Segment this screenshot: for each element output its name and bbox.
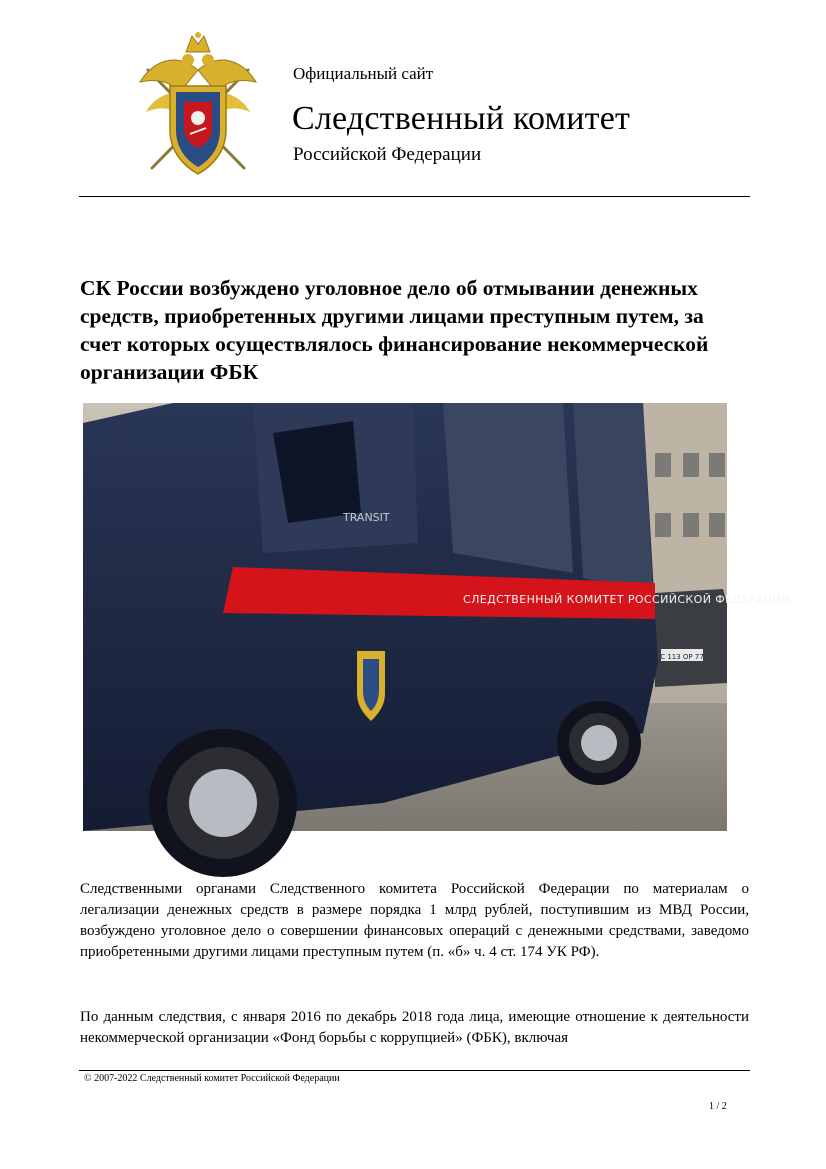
article-photo [83, 403, 790, 831]
article-paragraph: По данным следствия, с января 2016 по декабрь 2018 года лица, имеющие отношение к деятельности некоммерческой организации «Фонд борьбы с коррупцией» (ФБК), включая [80, 1009, 749, 1046]
sk-emblem-icon [136, 30, 260, 178]
site-title: Следственный комитет [292, 100, 631, 137]
footer-copyright: © 2007-2022 Следственный комитет Российской Федерации [84, 1073, 340, 1084]
official-site-label: Официальный сайт [293, 64, 434, 83]
page-number: 1 / 2 [709, 1101, 727, 1112]
car-plate: С 113 ОР 77 [660, 653, 704, 661]
van-model-badge: TRANSIT [343, 511, 390, 524]
header-divider [79, 196, 750, 197]
footer-divider [79, 1070, 750, 1071]
van-lettering: СЛЕДСТВЕННЫЙ КОМИТЕТ РОССИЙСКОЙ ФЕДЕРАЦИИ [463, 593, 790, 606]
article-headline: СК России возбуждено уголовное дело об отмывании денежных средств, приобретенных другими лицами преступным путем, за счет которых осуществлялось финансирование некоммерческой организации ФБК [80, 276, 709, 384]
site-org-name: Российской Федерации [293, 144, 482, 165]
article-paragraph: Следственными органами Следственного комитета Российской Федерации по материалам о легализации денежных средств в размере порядка 1 млрд рублей, поступившим из МВД России, возбуждено уголовное дело о совершении финансовых операций с денежными средствами, заведомо приобретенными другими лицами преступным путем (п. «б» ч. 4 ст. 174 УК РФ). [80, 881, 749, 960]
